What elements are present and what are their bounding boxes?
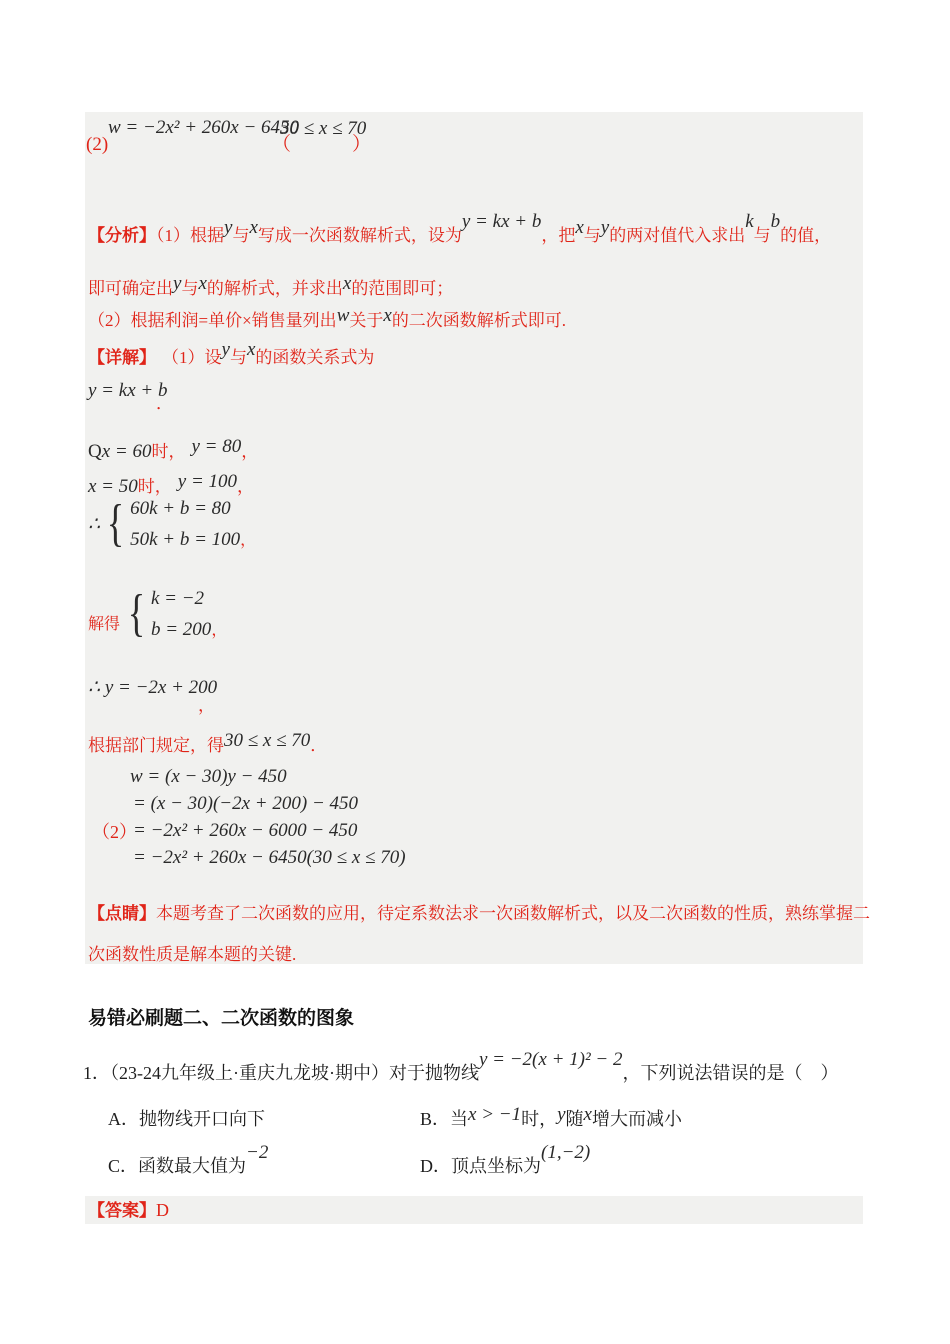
- detail-part2-label: （2）: [92, 822, 137, 842]
- analysis-tag: 【分析】: [88, 226, 156, 245]
- remark-tag: 【点睛】: [88, 904, 156, 923]
- remark-line-2: 次函数性质是解本题的关键.: [88, 945, 297, 964]
- question-1-stem: 1．（23-24九年级上·重庆九龙坡·期中）对于抛物线y = −2(x + 1)² − 2，下列说法错误的是（ ）: [83, 1049, 839, 1083]
- equation-system-1: ∴ { 60k + b = 80 50k + b = 100，: [88, 495, 257, 553]
- part2-result-range: 30 ≤ x ≤ 70: [280, 118, 367, 139]
- detail-tag: 【详解】: [88, 348, 156, 367]
- option-c-label: C．: [108, 1156, 139, 1176]
- w-equation-1: w = (x − 30)y − 450: [130, 766, 287, 787]
- answer-highlight-strip: [85, 1196, 863, 1224]
- option-d[interactable]: D．顶点坐标为(1,−2): [420, 1142, 591, 1176]
- detail-rule-line: 根据部门规定，得30 ≤ x ≤ 70．: [88, 730, 328, 755]
- detail-conclusion: ∴ y = −2x + 200: [88, 677, 218, 698]
- part2-result-formula: w = −2x² + 260x − 6450: [108, 117, 300, 138]
- part2-range-close-paren: ）: [352, 134, 372, 155]
- detail-eq1: y = kx + b: [88, 380, 168, 401]
- detail-eq1-punct: ．: [156, 394, 173, 413]
- analysis-line-1: 【分析】（1）根据y与x写成一次函数解析式，设为y = kx + b，把x与y的两对值代入求出k与b的值，: [88, 211, 832, 245]
- left-brace-icon: {: [127, 585, 146, 643]
- detail-condition-2: x = 50时， y = 100，: [88, 471, 255, 497]
- left-brace-icon: {: [106, 495, 125, 553]
- remark-line-1: 【点睛】本题考查了二次函数的应用，待定系数法求一次函数解析式，以及二次函数的性质，熟练掌握二: [88, 904, 870, 923]
- option-d-label: D．: [420, 1156, 451, 1176]
- analysis-line-2: 即可确定出y与x的解析式，并求出x的范围即可；: [88, 273, 454, 298]
- because-symbol: Q: [88, 441, 102, 462]
- w-equation-3: = −2x² + 260x − 6000 − 450: [133, 820, 358, 841]
- answer-value: D: [156, 1200, 169, 1220]
- question-1-formula: y = −2(x + 1)² − 2: [478, 1049, 623, 1070]
- detail-conclusion-punct: ，: [198, 696, 215, 715]
- solve-label: 解得: [88, 616, 121, 633]
- w-equation-2: = (x − 30)(−2x + 200) − 450: [133, 793, 359, 814]
- detail-condition-1: Qx = 60时， y = 80，: [88, 436, 259, 462]
- answer-line: [88, 1199, 169, 1222]
- option-b[interactable]: B．当x > −1时，y随x增大而减小: [420, 1104, 682, 1129]
- option-c[interactable]: C．函数最大值为−2: [108, 1142, 269, 1176]
- section-heading: 易错必刷题二、二次函数的图象: [88, 1008, 355, 1029]
- option-a-label: A．: [108, 1109, 139, 1129]
- option-a[interactable]: A．抛物线开口向下: [108, 1109, 265, 1129]
- detail-intro-line: 【详解】 （1）设y与x的函数关系式为: [88, 339, 375, 367]
- w-equation-4: = −2x² + 260x − 6450(30 ≤ x ≤ 70): [133, 847, 406, 868]
- equation-system-2: 解得 { k = −2 b = 200，: [88, 585, 228, 643]
- answer-tag: 【答案】: [88, 1201, 156, 1220]
- therefore-symbol: ∴: [88, 514, 101, 535]
- analysis-line-3: （2）根据利润=单价×销售量列出w关于x的二次函数解析式即可.: [88, 305, 567, 330]
- option-b-label: B．: [420, 1109, 451, 1129]
- part2-range-open-paren: （: [272, 134, 292, 155]
- part2-result-label: (2): [86, 134, 109, 155]
